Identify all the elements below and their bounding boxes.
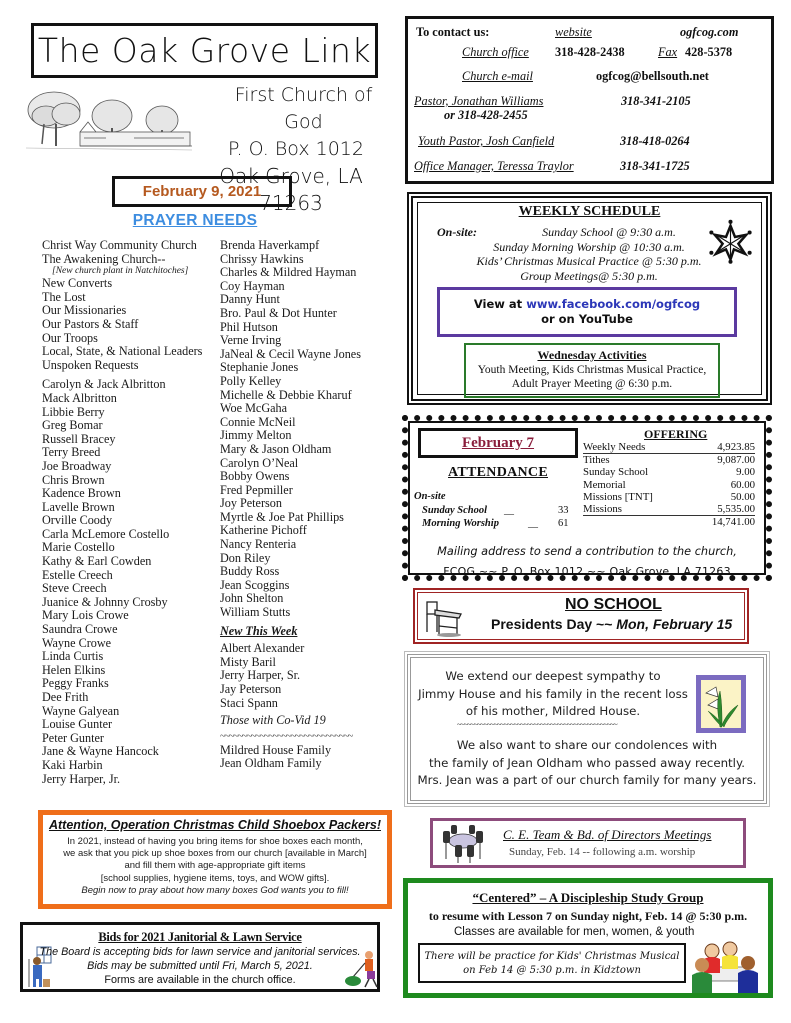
- bids-line: The Board is accepting bids for lawn service and janitorial services.: [39, 946, 361, 958]
- family-name: Mildred House Family: [220, 742, 332, 757]
- offering-row: [583, 454, 755, 466]
- occ-title: Attention, Operation Christmas Child Shoebox Packers!: [48, 818, 381, 832]
- church-email-link[interactable]: ogfcog@bellsouth.net: [596, 69, 709, 83]
- schedule-line: Sunday School @ 9:30 a.m.: [542, 225, 676, 239]
- fax-number: 428-5378: [685, 45, 733, 59]
- prayer-name: Nancy Renteria: [220, 537, 297, 552]
- prayer-item: Local, State, & National Leaders: [42, 344, 203, 359]
- facebook-youtube-box: [437, 287, 737, 337]
- lawn-mower-icon: [345, 949, 381, 989]
- bids-title: Bids for 2021 Janitorial & Lawn Service: [98, 930, 302, 944]
- pastor-phone: 318-341-2105: [621, 94, 691, 108]
- prayer-name: Carolyn & Jack Albritton: [42, 377, 166, 392]
- office-manager-label: Office Manager, Teressa Traylor: [414, 159, 574, 173]
- ce-meeting-title: C. E. Team & Bd. of Directors Meetings: [503, 827, 712, 842]
- prayer-name: Don Riley: [220, 550, 271, 565]
- practice-line: on Feb 14 @ 5:30 p.m. in Kidztown: [463, 965, 641, 976]
- prayer-name: Jerry Harper, Jr.: [42, 771, 121, 786]
- practice-line: There will be practice for Kids' Christmas Musical: [424, 951, 680, 962]
- sympathy-message-1: [411, 668, 695, 721]
- prayer-name: Peggy Franks: [42, 676, 109, 691]
- fax-label: Fax: [658, 45, 678, 59]
- attendance-row-label: Morning Worship: [422, 518, 499, 529]
- prayer-list-column-2: [220, 239, 400, 771]
- prayer-name: Woe McGaha: [220, 401, 288, 416]
- offering-value: 9,087.00: [717, 454, 755, 467]
- prayer-name: Peter Gunter: [42, 730, 104, 745]
- office-manager-phone: 318-341-1725: [620, 159, 690, 173]
- offering-title: OFFERING: [644, 427, 708, 441]
- ce-meeting-box: [430, 818, 746, 868]
- prayer-name: JaNeal & Cecil Wayne Jones: [220, 346, 361, 361]
- sympathy-line: of his mother, Mildred House.: [465, 704, 641, 718]
- prayer-name: Juanice & Johnny Crosby: [42, 594, 168, 609]
- church-name: First Church of God: [234, 84, 373, 133]
- prayer-item: Our Pastors & Staff: [42, 316, 139, 331]
- centered-resume-line: to resume with Lesson 7 on Sunday night, Feb. 14 @ 5:30 p.m.: [428, 909, 748, 923]
- offering-value: 60.00: [730, 478, 755, 491]
- facebook-link[interactable]: www.facebook.com/ogfcog: [526, 297, 701, 311]
- meeting-table-icon: [437, 823, 489, 865]
- prayer-name: Wayne Galyean: [42, 703, 120, 718]
- sympathy-line: the family of Jean Oldham who passed away recently.: [428, 755, 746, 770]
- youth-pastor-label: Youth Pastor, Josh Canfield: [418, 134, 555, 148]
- prayer-name: Michelle & Debbie Kharuf: [220, 387, 352, 402]
- prayer-name: Fred Pepmiller: [220, 482, 293, 497]
- prayer-name: Verne Irving: [220, 333, 282, 348]
- prayer-item: Unspoken Requests: [42, 357, 139, 372]
- centered-title-name: “Centered”: [472, 890, 537, 905]
- prayer-name: Kadence Brown: [42, 486, 121, 501]
- attendance-row-value: 33: [558, 505, 569, 516]
- prayer-name: Terry Breed: [42, 445, 101, 460]
- prayer-name: Libbie Berry: [42, 404, 105, 419]
- prayer-item: New Converts: [42, 276, 113, 291]
- church-email-label: Church e-mail: [462, 69, 533, 83]
- church-po-box: P. O. Box 1012: [228, 138, 364, 160]
- occ-line: In 2021, instead of having you bring items for shoe boxes each month,: [67, 836, 363, 847]
- new-prayer-name: Jay Peterson: [220, 682, 282, 696]
- centered-study-box: [403, 878, 773, 998]
- lily-icon: [696, 675, 746, 733]
- attendance-onsite-label: On-site: [414, 491, 446, 502]
- prayer-name: Helen Elkins: [42, 662, 106, 677]
- prayer-note: [New church plant in Natchitoches]: [52, 266, 189, 277]
- prayer-item: Our Missionaries: [42, 303, 127, 318]
- prayer-name: Linda Curtis: [42, 649, 104, 664]
- prayer-name: Greg Bomar: [42, 418, 103, 433]
- bids-line: Bids may be submitted until Fri, March 5, 2021.: [87, 960, 313, 972]
- sympathy-box: [407, 654, 767, 804]
- view-at-label: View at: [473, 297, 527, 311]
- sympathy-line: We extend our deepest sympathy to: [445, 669, 661, 683]
- prayer-name: Mary Lois Crowe: [42, 608, 129, 623]
- offering-row: [583, 503, 755, 516]
- new-this-week-heading: New This Week: [220, 623, 298, 638]
- onsite-label: On-site:: [437, 225, 477, 239]
- prayer-name: Kathy & Earl Cowden: [42, 554, 152, 569]
- prayer-name: Joe Broadway: [42, 458, 112, 473]
- prayer-name: Louise Gunter: [42, 717, 113, 732]
- sympathy-message-2: [411, 737, 763, 790]
- offering-label: Missions: [583, 503, 623, 516]
- prayer-item: Our Troops: [42, 330, 98, 345]
- wednesday-activities-title: Wednesday Activities: [537, 348, 647, 362]
- schedule-line: Kids’ Christmas Musical Practice @ 5:30 p.m.: [476, 254, 702, 268]
- prayer-name: Kaki Harbin: [42, 757, 103, 772]
- prayer-name: Marie Costello: [42, 540, 115, 555]
- family-name: Jean Oldham Family: [220, 756, 322, 771]
- prayer-name-list: [220, 239, 400, 620]
- no-school-subtitle: [491, 616, 732, 632]
- sympathy-line: Jimmy House and his family in the recent loss: [418, 686, 688, 701]
- centered-classes-line: Classes are available for men, women, & youth: [454, 926, 695, 938]
- offering-label: Memorial: [583, 478, 626, 491]
- prayer-item: Christ Way Community Church: [42, 238, 197, 252]
- church-office-label: Church office: [462, 45, 529, 59]
- prayer-name: Russell Bracey: [42, 431, 116, 446]
- musical-practice-box: [418, 943, 686, 983]
- prayer-list-column-1: [42, 239, 217, 786]
- mailing-instruction: Mailing address to send a contribution to the church,: [437, 545, 737, 558]
- schedule-line: Group Meetings@ 5:30 p.m.: [520, 268, 658, 283]
- offering-value: 5,535.00: [717, 503, 755, 516]
- prayer-name: Joy Peterson: [220, 496, 282, 511]
- family-name-list: [220, 744, 400, 771]
- prayer-name: Danny Hunt: [220, 292, 280, 307]
- offering-row: [583, 479, 755, 491]
- offering-row: [583, 491, 755, 503]
- prayer-name: Stephanie Jones: [220, 360, 299, 375]
- offering-label: Weekly Needs: [583, 441, 646, 453]
- prayer-name: Phil Hutson: [220, 319, 278, 334]
- prayer-needs-heading: PRAYER NEEDS: [132, 212, 258, 229]
- no-school-title: NO SCHOOL: [565, 596, 662, 613]
- snowflake-icon: [708, 219, 753, 264]
- issue-date-box: [112, 176, 292, 207]
- website-link[interactable]: ogfcog.com: [680, 25, 739, 39]
- bids-body: [23, 945, 377, 987]
- no-school-holiday: Presidents Day ~~: [491, 616, 617, 632]
- attendance-date-box: [418, 428, 578, 458]
- prayer-name: Steve Creech: [42, 581, 107, 596]
- schedule-line: Sunday Morning Worship @ 10:30 a.m.: [493, 239, 685, 254]
- prayer-name: Jane & Wayne Hancock: [42, 744, 159, 759]
- prayer-name: Chrissy Hawkins: [220, 251, 304, 266]
- bids-box: [20, 922, 380, 992]
- youtube-label: or on YouTube: [541, 312, 633, 326]
- new-prayer-name: Albert Alexander: [220, 641, 305, 656]
- occ-body: [43, 836, 387, 897]
- prayer-name: Bobby Owens: [220, 469, 290, 484]
- offering-label: Missions [TNT]: [583, 490, 653, 503]
- wednesday-line: Youth Meeting, Kids Christmas Musical Practice,: [477, 364, 707, 376]
- prayer-name: Carolyn O’Neal: [220, 455, 299, 470]
- prayer-name: William Stutts: [220, 605, 291, 620]
- study-group-icon: [690, 937, 762, 993]
- offering-label: Sunday School: [583, 466, 649, 479]
- schedule-lines: [453, 225, 725, 283]
- no-school-date: Mon, February 15: [616, 616, 733, 632]
- contact-box: [405, 16, 774, 184]
- wednesday-activities-box: [464, 343, 720, 398]
- offering-total-row: [583, 516, 755, 528]
- ce-meeting-subtitle: Sunday, Feb. 14 -- following a.m. worship: [509, 846, 696, 858]
- new-prayer-name: Jerry Harper, Sr.: [220, 668, 301, 683]
- offering-table: [583, 441, 755, 528]
- prayer-name: Myrtle & Joe Pat Phillips: [220, 509, 344, 524]
- prayer-name: Katherine Pichoff: [220, 523, 307, 538]
- prayer-name: Saundra Crowe: [42, 622, 118, 637]
- offering-row: [583, 441, 755, 454]
- wednesday-line: Adult Prayer Meeting @ 6:30 p.m.: [511, 378, 673, 390]
- pastor-alt-phone: or 318-428-2455: [444, 108, 528, 122]
- masthead-box: [31, 23, 378, 78]
- prayer-name: Brenda Haverkampf: [220, 238, 320, 252]
- prayer-name-list: [42, 378, 217, 786]
- prayer-item: The Lost: [42, 289, 86, 304]
- mailing-address: FCOG ~~ P. O. Box 1012 ~~ Oak Grove, LA 71263: [443, 565, 731, 578]
- occ-line: and fill them with age-appropriate gift items: [124, 860, 306, 872]
- attendance-date: February 7: [461, 434, 535, 451]
- occ-closing: Begin now to pray about how many boxes God wants you to fill!: [81, 884, 349, 896]
- offering-row: [583, 466, 755, 478]
- prayer-name: Jean Scoggins: [220, 577, 290, 592]
- new-prayer-name: Staci Spann: [220, 695, 278, 710]
- prayer-name: Coy Hayman: [220, 278, 285, 293]
- prayer-name: Bro. Paul & Dot Hunter: [220, 305, 337, 320]
- youth-pastor-phone: 318-418-0264: [620, 134, 690, 148]
- centered-title-desc: – A Discipleship Study Group: [536, 890, 704, 905]
- church-trees-illustration: [24, 88, 194, 154]
- prayer-name: Chris Brown: [42, 472, 105, 487]
- operation-christmas-child-box: [38, 810, 392, 909]
- prayer-name: Mary & Jason Oldham: [220, 441, 332, 456]
- separator-line: ~~~~~~~~~~~~~~~~~~~~~~~~~~~~~~: [220, 730, 353, 742]
- prayer-name: Orville Coody: [42, 513, 113, 528]
- prayer-name: John Shelton: [220, 591, 284, 606]
- prayer-name: Mack Albritton: [42, 390, 117, 405]
- weekly-schedule-box: [407, 192, 772, 405]
- prayer-name: Wayne Crowe: [42, 635, 112, 650]
- attendance-row-value: 61: [558, 518, 569, 529]
- prayer-name: Polly Kelley: [220, 373, 282, 388]
- bids-line: Forms are available in the church office.: [104, 974, 296, 986]
- contact-heading: To contact us:: [416, 25, 490, 39]
- issue-date: February 9, 2021: [142, 183, 262, 200]
- offering-label: Tithes: [583, 454, 610, 467]
- prayer-name: Lavelle Brown: [42, 499, 115, 514]
- prayer-name: Dee Frith: [42, 690, 89, 704]
- church-city: Oak Grove, LA 71263: [219, 164, 363, 215]
- prayer-item: The Awakening Church--: [42, 251, 166, 266]
- church-office-phone: 318-428-2438: [555, 45, 625, 59]
- sympathy-line: We also want to share our condolences with: [456, 738, 718, 752]
- weekly-schedule-title: WEEKLY SCHEDULE: [518, 204, 661, 219]
- prayer-name: Jimmy Melton: [220, 428, 292, 443]
- prayer-name: Charles & Mildred Hayman: [220, 265, 357, 280]
- offering-total: 14,741.00: [711, 516, 755, 529]
- leader-dash: __: [528, 518, 538, 529]
- offering-value: 4,923.85: [717, 441, 755, 453]
- sympathy-separator: ~~~~~~~~~~~~~~~~~~~~~~~~~~~~~~~~~~~~~~~~~~~~~~~~: [457, 720, 617, 729]
- attendance-offering-box: [402, 415, 772, 581]
- occ-line: [school supplies, hygiene items, toys, and WOW gifts].: [100, 872, 330, 884]
- attendance-row-label: Sunday School: [422, 505, 488, 516]
- centered-title: [408, 890, 768, 906]
- no-school-box: [413, 588, 749, 644]
- newsletter-title: The Oak Grove Link: [37, 31, 372, 70]
- occ-line: we ask that you pick up shoe boxes from our church [available in March]: [63, 848, 367, 860]
- leader-dash: __: [504, 505, 514, 516]
- pastor-label: Pastor, Jonathan Williams: [414, 94, 544, 108]
- school-desk-icon: [423, 596, 465, 638]
- sympathy-line: Mrs. Jean was a part of our church family for many years.: [417, 773, 757, 787]
- new-prayer-name: Misty Baril: [220, 654, 276, 669]
- website-label: website: [555, 25, 592, 39]
- attendance-title: ATTENDANCE: [448, 465, 548, 480]
- prayer-name: Carla McLemore Costello: [42, 526, 170, 541]
- prayer-item-list: [42, 277, 217, 372]
- prayer-name: Buddy Ross: [220, 564, 280, 579]
- offering-value: 50.00: [730, 490, 755, 503]
- offering-value: 9.00: [736, 466, 755, 479]
- prayer-name: Estelle Creech: [42, 567, 113, 582]
- covid-heading: Those with Co-Vid 19: [220, 713, 326, 728]
- new-prayer-name-list: [220, 642, 400, 710]
- prayer-name: Connie McNeil: [220, 414, 296, 429]
